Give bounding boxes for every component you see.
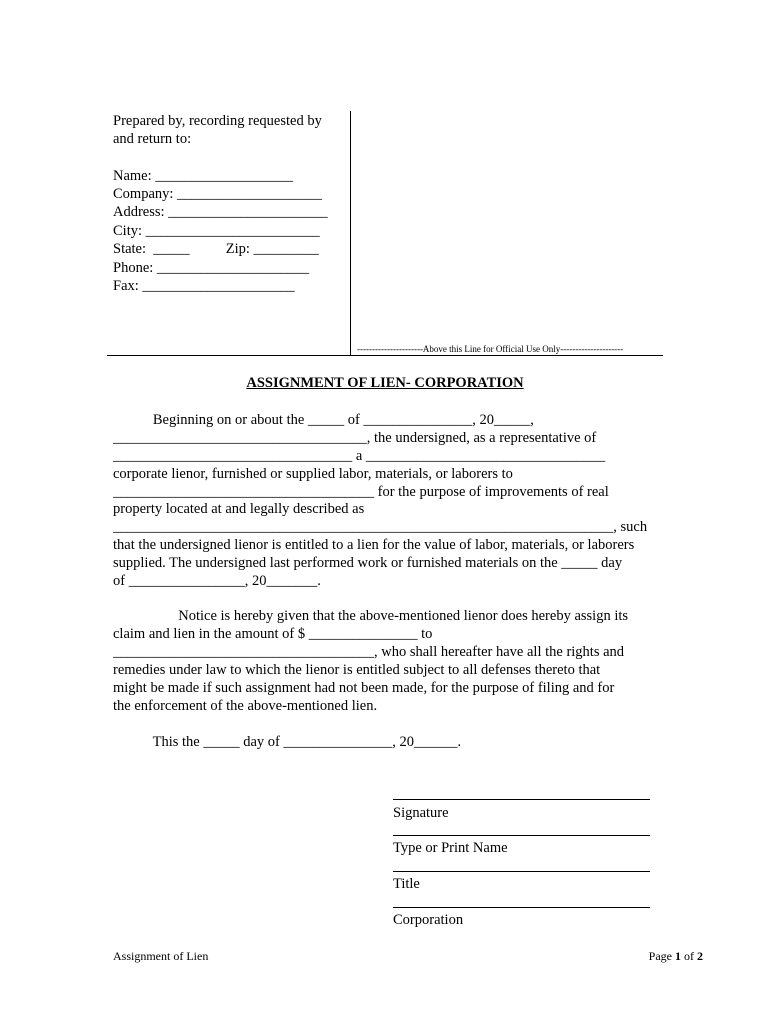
name-field: Name: ___________________ (113, 168, 294, 184)
signature-line (393, 799, 650, 800)
body-line-14: ____________________________________, who shall hereafter have all the rights and (113, 644, 625, 660)
body-line-15: remedies under law to which the lienor is entitled subject to all defenses thereto that (113, 662, 601, 678)
page-total: 2 (697, 949, 703, 963)
body-line-7: _____________________________________________________________________, such (113, 519, 648, 535)
footer-page-number (649, 949, 703, 964)
recording-divider-horizontal (107, 355, 663, 356)
body-line-16: might be made if such assignment had not been made, for the purpose of filing and for (113, 680, 615, 696)
title-label: Title (393, 876, 420, 892)
body-line-13: claim and lien in the amount of $ _______________ to (113, 626, 433, 642)
document-title: ASSIGNMENT OF LIEN- CORPORATION (246, 375, 524, 391)
body-line-10: of ________________, 20_______. (113, 573, 321, 589)
fax-field: Fax: _____________________ (113, 278, 295, 294)
body-line-17: the enforcement of the above-mentioned lien. (113, 698, 378, 714)
state-zip-field: State: _____ Zip: _________ (113, 241, 319, 257)
corporation-line (393, 907, 650, 908)
address-field: Address: ______________________ (113, 204, 328, 220)
signature-label: Signature (393, 805, 449, 821)
corporation-label: Corporation (393, 912, 464, 928)
recording-divider-vertical (350, 111, 351, 356)
page-prefix: Page (648, 949, 675, 963)
body-line-2: ___________________________________, the undersigned, as a representative of (113, 430, 597, 446)
body-line-8: that the undersigned lienor is entitled to a lien for the value of labor, materials, or laborers (113, 537, 635, 553)
print-name-line (393, 835, 650, 836)
body-line-12: Notice is hereby given that the above-mentioned lienor does hereby assign its (113, 608, 629, 624)
body-line-19: This the _____ day of _______________, 20______. (113, 734, 462, 750)
page-current: 1 (675, 949, 681, 963)
city-field: City: ________________________ (113, 223, 320, 239)
company-field: Company: ____________________ (113, 186, 323, 202)
phone-field: Phone: _____________________ (113, 260, 310, 276)
official-use-note: ----------------------Above this Line for Official Use Only--------------------- (357, 344, 624, 354)
footer-document-name: Assignment of Lien (113, 949, 209, 963)
prepared-by-line-1: Prepared by, recording requested by (113, 113, 322, 129)
title-line (393, 871, 650, 872)
body-line-6: property located at and legally described as (113, 501, 365, 517)
body-line-4: corporate lienor, furnished or supplied labor, materials, or laborers to (113, 466, 513, 482)
print-name-label: Type or Print Name (393, 840, 508, 856)
page-of: of (681, 949, 697, 963)
body-line-5: ____________________________________ for the purpose of improvements of real (113, 484, 609, 500)
body-line-3: _________________________________ a _________________________________ (113, 448, 606, 464)
body-line-9: supplied. The undersigned last performed work or furnished materials on the _____ day (113, 555, 623, 571)
body-line-1: Beginning on or about the _____ of _______________, 20_____, (113, 412, 534, 428)
prepared-by-line-2: and return to: (113, 131, 192, 147)
